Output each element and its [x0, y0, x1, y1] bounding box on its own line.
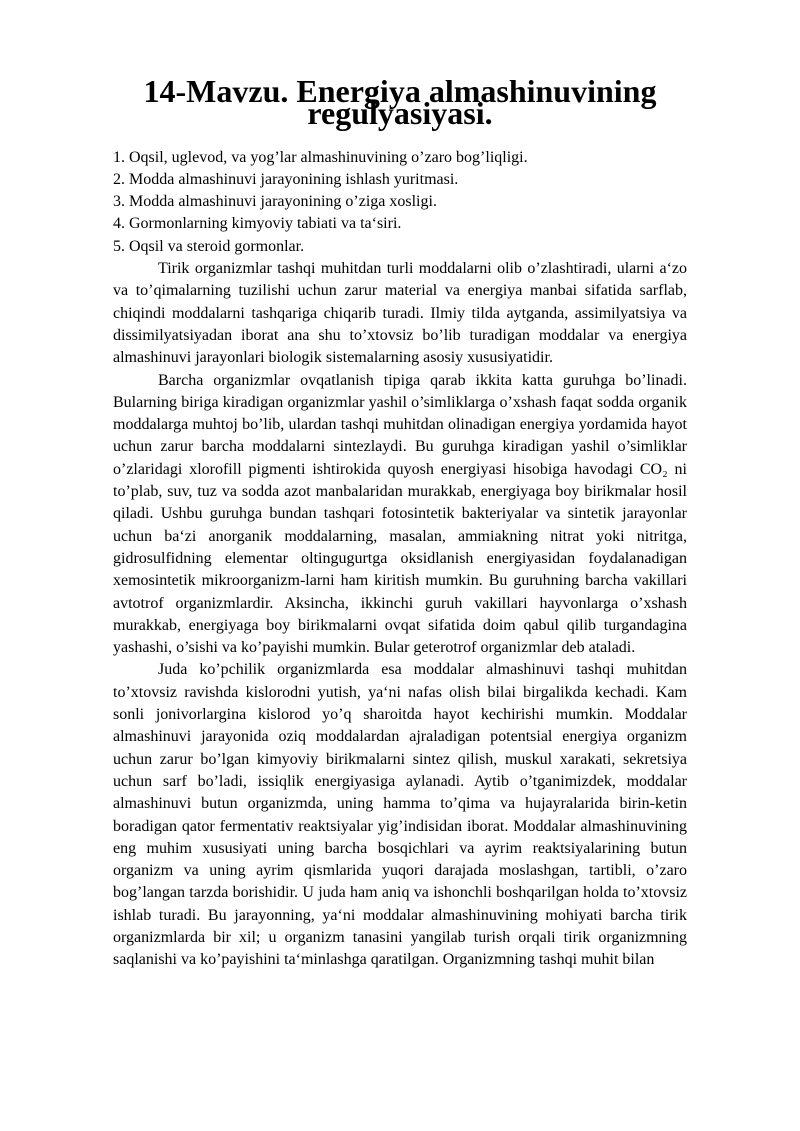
- topic-list: [113, 147, 687, 258]
- body-paragraph: Barcha organizmlar ovqatlanish tipiga qarab ikkita katta guruhga bo’linadi. Bularning biriga kiradigan organizmlar yashil o’simliklarga o’xshash faqat sodda organik moddalarga muhtoj bo’lib, ulardan tashqi muhitdan olinadigan energiya yordamida hayot uchun zarur barcha moddalarni sintezlaydi. Bu guruhga kiradigan yashil o’simliklar o’zlaridagi xlorofill pigmenti ishtirokida quyosh energiyasi hisobiga havodagi CO₂ ni to’plab, suv, tuz va sodda azot manbalaridan murakkab, energiyaga boy birikmalar hosil qiladi. Ushbu guruhga bundan tashqari fotosintetik bakteriyalar va sintetik jarayonlar uchun ba‘zi anorganik moddalarning, masalan, ammiakning nitrat yoki nitritga, gidrosulfidning elementar oltingugurtga oksidlanish energiyasidan foydalanadigan xemosintetik mikroorganizm-larni ham kiritish mumkin. Bu guruhning barcha vakillari avtotrof organizmlardir. Aksincha, ikkinchi guruh vakillari hayvonlarga o’xshash murakkab, energiyaga boy birikmalarni ovqat sifatida doim qabul qilib turgandagina yashashi, o’sishi va ko’payishi mumkin. Bular geterotrof organizmlar deb ataladi.: [113, 371, 687, 657]
- document-title: 14-Mavzu. Energiya almashinuvining regulyasiyasi.: [143, 73, 657, 132]
- topic-list-item: 1. Oqsil, uglevod, va yog’lar almashinuvining o’zaro bog’liqligi.: [113, 148, 528, 166]
- topic-list-item: 2. Modda almashinuvi jarayonining ishlash yuritmasi.: [113, 170, 459, 188]
- topic-list-item: 5. Oqsil va steroid gormonlar.: [113, 237, 305, 255]
- body-paragraph: Juda ko’pchilik organizmlarda esa moddalar almashinuvi tashqi muhitdan to’xtovsiz ravishda kislorodni yutish, ya‘ni nafas olish bilai birgalikda kechadi. Kam sonli jonivorlargina kislorod yo’q sharoitda hayot kechirishi mumkin. Moddalar almashinuvi jarayonida oziq moddalardan ajraladigan potentsial energiya organizm uchun zarur bo’lgan kimyoviy birikmalarni sintez qilish, muskul xarakati, sekretsiya uchun sarf bo’ladi, issiqlik energiyasiga aylanadi. Aytib o’tganimizdek, moddalar almashinuvi butun organizmda, uning hamma to’qima va hujayralarida birin-ketin boradigan qator fermentativ reaktsiyalar yig’indisidan iborat. Moddalar almashinuvining eng muhim xususiyati uning barcha bosqichlari va ayrim reaktsiyalarining butun organizm va uning ayrim qismlarida yuqori darajada moslashgan, tartibli, o’zaro bog’langan tarzda borishidir. U juda ham aniq va ishonchli boshqarilgan holda to’xtovsiz ishlab turadi. Bu jarayonning, ya‘ni moddalar almashinuvining mohiyati barcha tirik organizmlarda bir xil; u organizm tanasini yangilab turish orqali tirik organizmning saqlanishi va ko’payishini ta‘minlashga qaratilgan. Organizmning tashqi muhit bilan: [113, 661, 687, 969]
- topic-list-item: 4. Gormonlarning kimyoviy tabiati va ta‘siri.: [113, 215, 402, 233]
- body-paragraph: Tirik organizmlar tashqi muhitdan turli moddalarni olib o’zlashtiradi, ularni a‘zo va to’qimalarning tuzilishi uchun zarur material va energiya manbai sifatida sarflab, chiqindi moddalarni tashqariga chiqarib turadi. Ilmiy tilda aytganda, assimilyatsiya va dissimilyatsiyadan iborat ana shu to’xtovsiz bo’lib turadigan moddalar va energiya almashinuvi jarayonlari biologik sistemalarning asosiy xususiyatidir.: [113, 260, 687, 367]
- topic-list-item: 3. Modda almashinuvi jarayonining o’ziga xosligi.: [113, 193, 437, 211]
